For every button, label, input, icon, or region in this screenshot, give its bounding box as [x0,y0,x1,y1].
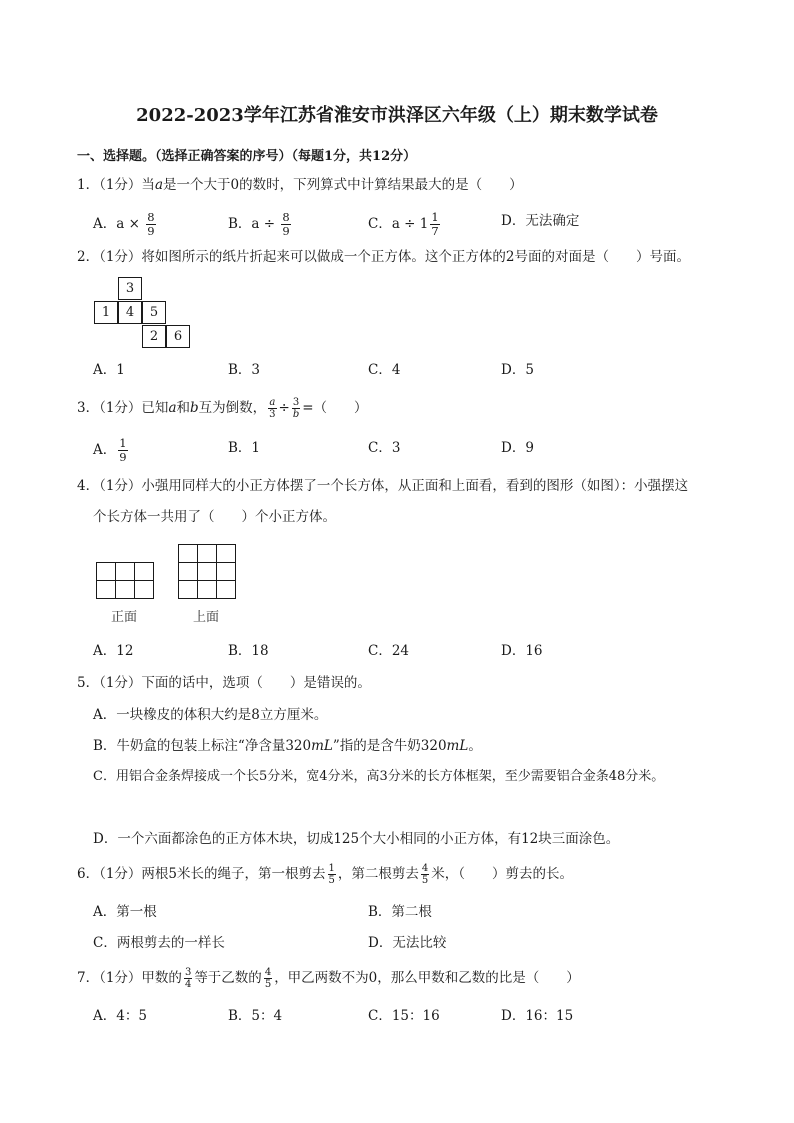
question-text: （1分）下面的话中，选项（ ）是错误的。 [99,675,371,691]
net-face: 5 [142,301,166,324]
option-d: D．16：15 [501,1008,574,1024]
option-a: A．a × $\frac{8}{9}$ [93,210,155,238]
question-5 [77,673,371,693]
option-d: D．9 [501,440,534,456]
option-d: D．5 [501,362,534,378]
variable: a [168,400,177,416]
option-c: C．a ÷ 1 $\frac{1}{7}$ [368,210,439,238]
option-a: A．第一根 [93,904,157,920]
question-number: 6． [77,866,100,882]
option-c: C．两根剪去的一样长 [93,935,225,951]
question-6: 6．（1分）两根5米长的绳子，第一根剪去 $\frac{1}{5}$ ，第二根剪去 $\frac{4}{5}$ 米，（ ）剪去的长。 [77,863,574,886]
option-d: D．无法比较 [368,935,447,951]
option-c: C．4 [368,362,401,378]
question-number: 3． [77,400,100,416]
net-face: 1 [94,301,118,324]
question-number: 4． [77,478,100,494]
option-b: B．第二根 [368,904,432,920]
top-view-grid [178,544,236,599]
fraction: $\frac{3}{4}$ [184,967,192,990]
option-b: B．牛奶盒的包装上标注“净含量320mL”指的是含牛奶320mL。 [93,738,482,754]
fraction: $\frac{3}{b}$ [292,397,300,420]
page-title: 2022-2023学年江苏省淮安市洪泽区六年级（上）期末数学试卷 [136,105,658,126]
option-b: B．a ÷ $\frac{8}{9}$ [228,210,290,238]
option-b: B．3 [228,362,261,378]
front-view-label: 正面 [111,610,138,625]
fraction: $\frac{4}{5}$ [264,967,272,990]
option-a: A．1 [93,362,125,378]
question-number: 2． [77,249,100,265]
net-face: 2 [142,325,166,348]
fraction: $\frac{1}{7}$ [431,210,439,238]
option-d: D．16 [501,643,543,659]
question-text: （1分）小强用同样大的小正方体摆了一个长方体，从正面和上面看，看到的图形（如图）：小强摆这 [99,478,689,494]
question-text: （1分）将如图所示的纸片折起来可以做成一个正方体。这个正方体的2号面的对面是（ ）号面。 [99,249,691,265]
option-a: A．4：5 [93,1008,147,1024]
question-3: 3．（1分）已知a和b互为倒数， $\frac{a}{3}$ ÷ $\frac{3}{b}$ =（ ） [77,397,368,420]
question-number: 7． [77,970,100,986]
option-c: C．15：16 [368,1008,440,1024]
option-c: C．24 [368,643,410,659]
option-b: B．1 [228,440,261,456]
top-view-label: 上面 [193,610,220,625]
section-heading: 一、选择题。（选择正确答案的序号）（每题1分，共12分） [77,149,417,164]
variable: a [154,177,163,193]
fraction: $\frac{a}{3}$ [269,397,276,420]
front-view-grid [96,562,154,599]
option-d: D．一个六面都涂色的正方体木块，切成125个大小相同的小正方体，有12块三面涂色。 [93,831,620,847]
variable: b [190,400,199,416]
fraction: $\frac{8}{9}$ [147,210,155,238]
question-text: （1分）当 [99,177,155,193]
fraction: $\frac{4}{5}$ [421,863,429,886]
question-text: 是一个大于0的数时，下列算式中计算结果最大的是（ ） [163,177,523,193]
option-b: B．18 [228,643,269,659]
question-4 [77,476,688,496]
option-a: A．12 [93,643,134,659]
net-face: 6 [166,325,190,348]
net-face: 3 [118,277,142,300]
question-number: 1． [77,177,100,193]
net-face: 4 [118,301,142,324]
fraction: $\frac{1}{5}$ [328,863,335,886]
option-c: C．3 [368,440,401,456]
question-number: 5． [77,675,100,691]
question-1 [77,175,523,195]
option-a: A．一块橡皮的体积大约是8立方厘米。 [93,707,328,723]
fraction: $\frac{1}{9}$ [119,436,127,464]
fraction: $\frac{8}{9}$ [282,210,290,238]
question-7: 7．（1分）甲数的 $\frac{3}{4}$ 等于乙数的 $\frac{4}{5}$ ，甲乙两数不为0，那么甲数和乙数的比是（ ） [77,967,580,990]
option-b: B．5：4 [228,1008,283,1024]
question-4-line-2: 个长方体一共用了（ ）个小正方体。 [93,509,336,525]
question-2 [77,247,690,267]
option-a: A． $\frac{1}{9}$ [93,436,127,464]
option-d: D．无法确定 [501,213,580,229]
option-c: C．用铝合金条焊接成一个长5分米，宽4分米，高3分米的长方体框架，至少需要铝合金条48分米。 [93,769,665,784]
